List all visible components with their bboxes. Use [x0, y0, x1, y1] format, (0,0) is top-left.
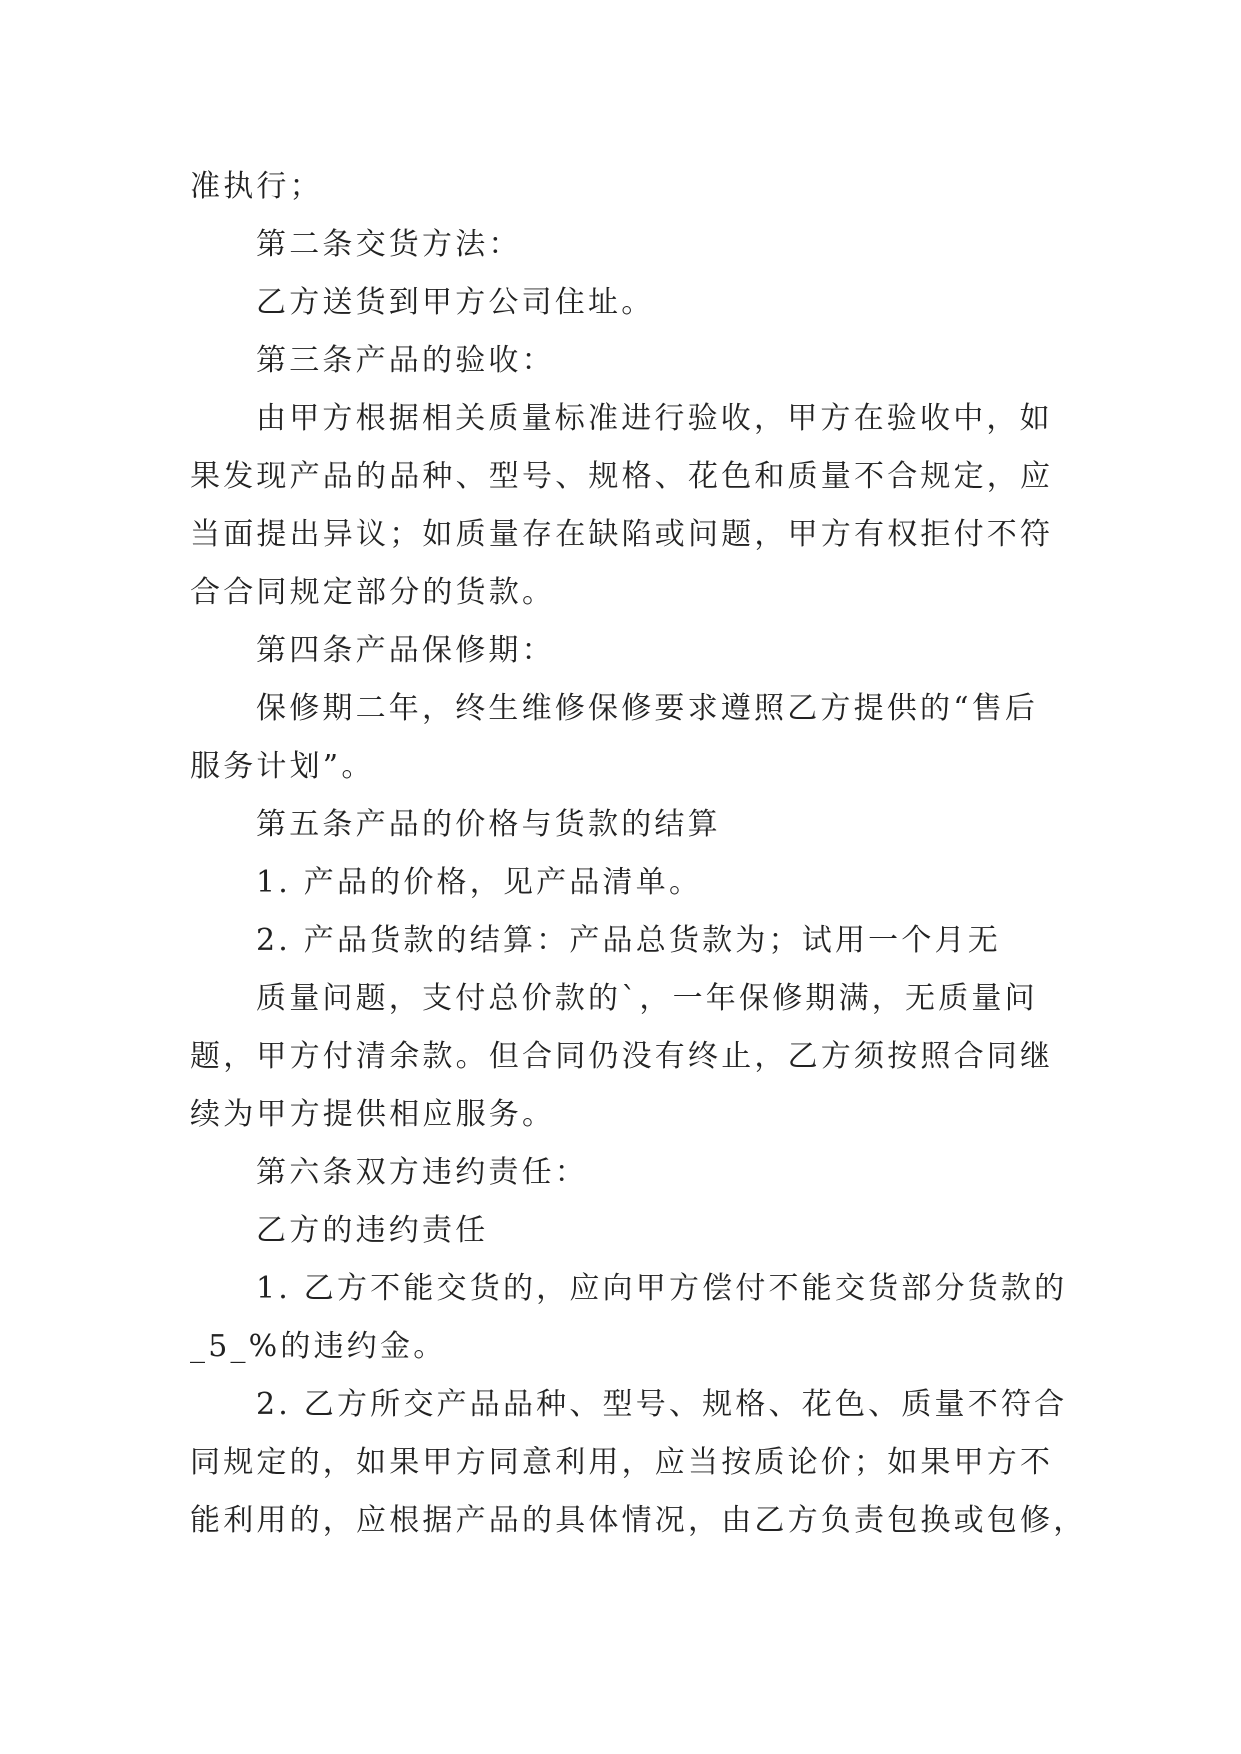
- clause-heading: 第三条产品的验收：: [256, 343, 555, 378]
- text-line: 当面提出异议；如质量存在缺陷或问题，甲方有权拒付不符: [190, 517, 1054, 552]
- clause-heading: 第六条双方违约责任：: [256, 1155, 588, 1190]
- text-line: 1. 乙方不能交货的，应向甲方偿付不能交货部分货款的: [256, 1271, 1068, 1306]
- text-line: 2. 产品货款的结算：产品总货款为；试用一个月无: [256, 923, 1001, 958]
- text-line: 乙方送货到甲方公司住址。: [256, 285, 655, 320]
- text-line: 保修期二年，终生维修保修要求遵照乙方提供的“售后: [256, 691, 1039, 726]
- text-line: _5_%的违约金。: [190, 1329, 447, 1364]
- text-line: 准执行；: [190, 169, 323, 204]
- clause-heading: 第二条交货方法：: [256, 227, 522, 262]
- text-line: 续为甲方提供相应服务。: [190, 1097, 556, 1132]
- sub-heading: 乙方的违约责任: [256, 1213, 489, 1248]
- clause-heading: 第五条产品的价格与货款的结算: [256, 807, 721, 842]
- text-line: 1. 产品的价格，见产品清单。: [256, 865, 703, 900]
- text-line: 果发现产品的品种、型号、规格、花色和质量不合规定，应: [190, 459, 1054, 494]
- document-body: [190, 158, 1087, 1550]
- text-line: 2. 乙方所交产品品种、型号、规格、花色、质量不符合: [256, 1387, 1068, 1422]
- text-line: 能利用的，应根据产品的具体情况，由乙方负责包换或包修，: [190, 1503, 1087, 1538]
- text-line: 服务计划”。: [190, 749, 375, 784]
- text-line: 质量问题，支付总价款的`，一年保修期满，无质量问: [256, 981, 1038, 1016]
- clause-heading: 第四条产品保修期：: [256, 633, 555, 668]
- text-line: 同规定的，如果甲方同意利用，应当按质论价；如果甲方不: [190, 1445, 1054, 1480]
- text-line: 题，甲方付清余款。但合同仍没有终止，乙方须按照合同继: [190, 1039, 1054, 1074]
- text-line: 由甲方根据相关质量标准进行验收，甲方在验收中，如: [256, 401, 1053, 436]
- text-line: 合合同规定部分的货款。: [190, 575, 556, 610]
